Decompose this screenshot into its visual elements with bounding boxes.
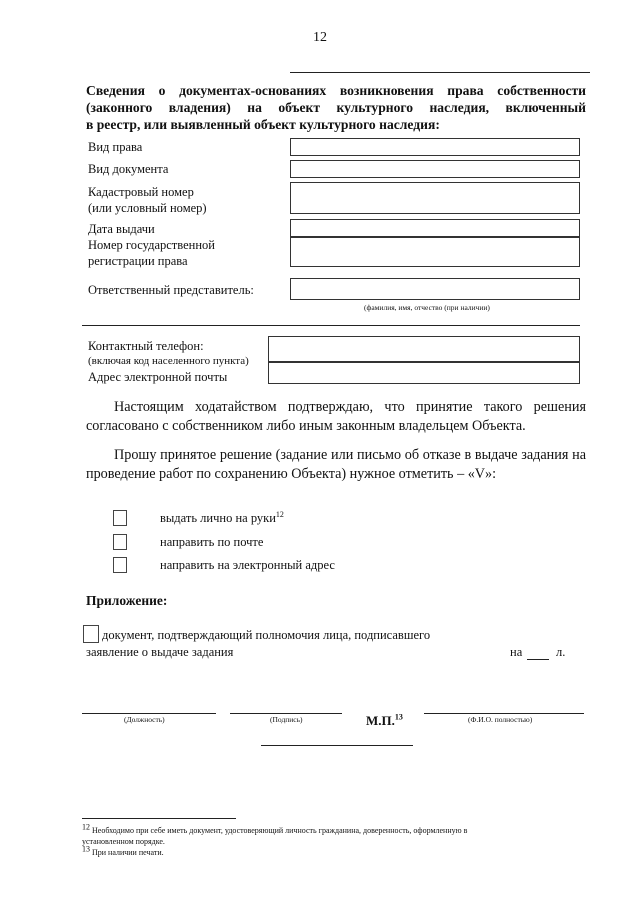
field-label-kadastr: Кадастровый номер	[88, 185, 194, 199]
top-rule	[290, 72, 590, 73]
sign-line[interactable]	[230, 713, 342, 714]
position-line[interactable]	[82, 713, 216, 714]
fio-hint: (фамилия, имя, отчество (при наличии)	[364, 303, 490, 312]
kadastr-input[interactable]	[290, 182, 580, 214]
appendix-na: на	[510, 645, 523, 659]
vid-dokumenta-input[interactable]	[290, 160, 580, 178]
phone-label: Контактный телефон:	[88, 339, 204, 353]
footnote-12: $^{12}$ Необходимо при себе иметь документ, удостоверяющий личность гражданина, доверенность, оформленную в	[82, 822, 468, 835]
option-in-person-label: выдать лично на руки$^{12}$	[160, 509, 284, 525]
option-in-person-checkbox[interactable]	[113, 510, 127, 526]
field-label-responsible: Ответственный представитель:	[88, 283, 254, 297]
request-paragraph: Прошу принятое решение (задание или письмо об отказе в выдаче задания на проведение работ по сохранению Объекта) нужное отметить – «V»:	[86, 447, 586, 482]
contacts-divider	[82, 325, 580, 326]
field-label-vid-prava: Вид права	[88, 140, 143, 154]
fio-line[interactable]	[424, 713, 584, 714]
page-number: 12	[313, 30, 327, 45]
responsible-input[interactable]	[290, 278, 580, 300]
appendix-l: л.	[556, 645, 566, 659]
appendix-item-line2: заявление о выдаче задания	[86, 645, 234, 659]
phone-input[interactable]	[268, 336, 580, 362]
appendix-pages-line[interactable]	[527, 659, 549, 660]
confirmation-paragraph: Настоящим ходатайством подтверждаю, что принятие такого решения согласовано с собственником либо иным законным владельцем Объекта.	[86, 399, 586, 434]
footnote-13: $^{13}$ При наличии печати.	[82, 844, 164, 857]
field-label-nomer-2: регистрации права	[88, 254, 188, 268]
stamp-label: М.П.$^{13}$	[366, 712, 403, 728]
appendix-title: Приложение:	[86, 593, 168, 608]
option-email-checkbox[interactable]	[113, 557, 127, 573]
email-label: Адрес электронной почты	[88, 370, 228, 384]
nomer-registracii-input[interactable]	[290, 237, 580, 267]
field-label-vid-dokumenta: Вид документа	[88, 162, 169, 176]
option-email-label: направить на электронный адрес	[160, 558, 335, 572]
option-post-label: направить по почте	[160, 535, 264, 549]
section-heading: Сведения о документах-основаниях возникновения права собственности (законного владения) на объект культурного наследия, включенный в реестр, или выявленный объект культурного наследия:	[86, 83, 586, 132]
phone-hint: (включая код населенного пункта)	[88, 355, 249, 367]
field-label-data-vydachi: Дата выдачи	[88, 222, 155, 236]
fio-caption: (Ф.И.О. полностью)	[468, 715, 533, 724]
footnote-rule	[82, 818, 236, 819]
option-post-checkbox[interactable]	[113, 534, 127, 550]
position-caption: (Должность)	[124, 715, 165, 724]
field-label-kadastr-note: (или условный номер)	[88, 201, 207, 215]
stamp-line	[261, 745, 413, 746]
footnote-12-cont: установленном порядке.	[82, 837, 165, 846]
sign-caption: (Подпись)	[270, 715, 303, 724]
appendix-checkbox[interactable]	[83, 625, 99, 643]
appendix-item-line1: документ, подтверждающий полномочия лица, подписавшего	[102, 628, 431, 642]
data-vydachi-input[interactable]	[290, 219, 580, 237]
vid-prava-input[interactable]	[290, 138, 580, 156]
field-label-nomer: Номер государственной	[88, 238, 215, 252]
email-input[interactable]	[268, 362, 580, 384]
